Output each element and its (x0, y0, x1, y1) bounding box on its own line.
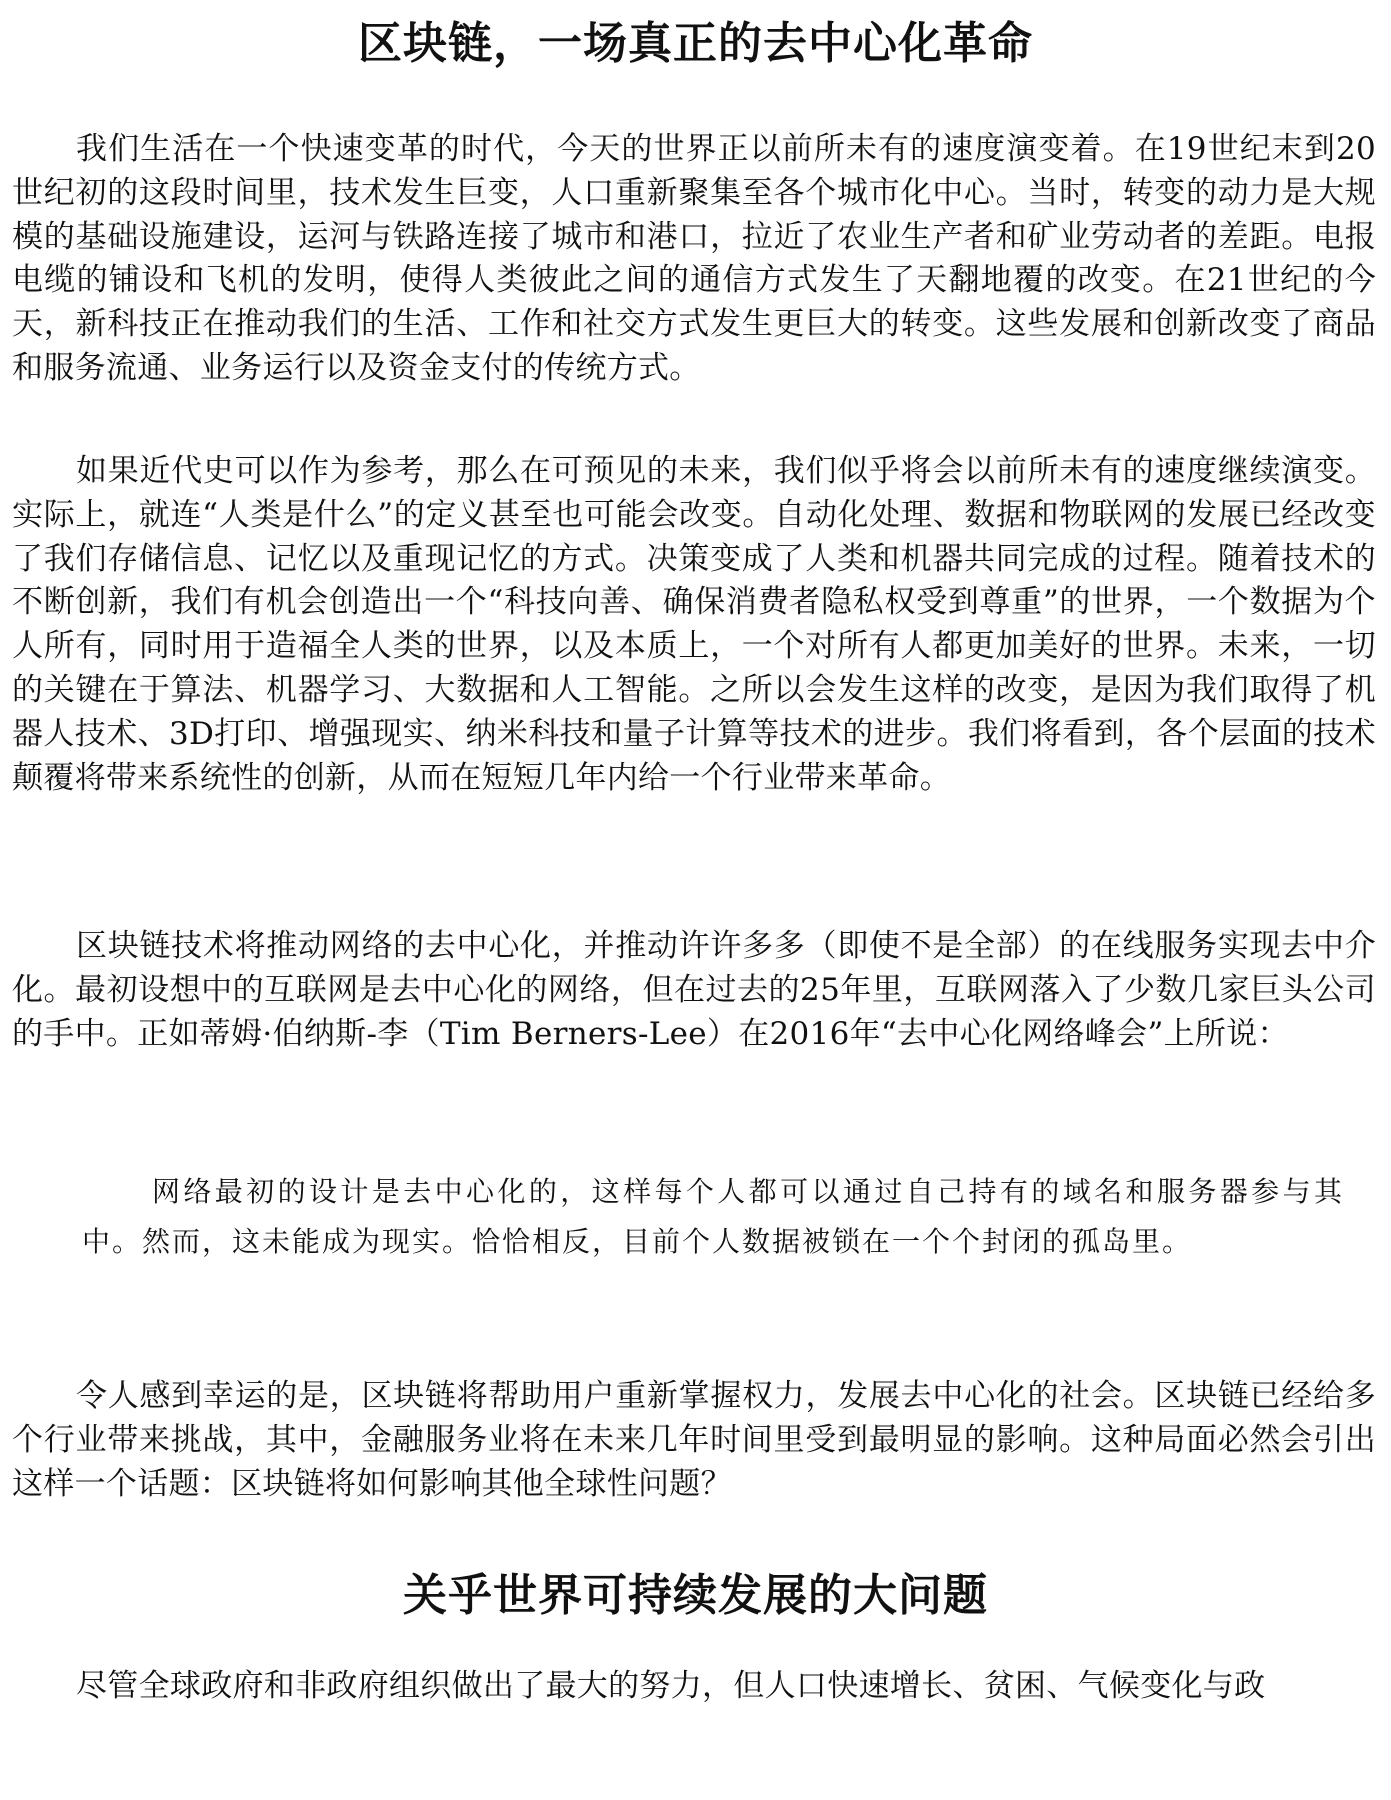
body-paragraph-3: 区块链技术将推动网络的去中心化，并推动许许多多（即使不是全部）的在线服务实现去中介化。最初设想中的互联网是去中心化的网络，但在过去的25年里，互联网落入了少数几家巨头公司的手中。正如蒂姆·伯纳斯-李（Tim Berners-Lee）在2016年“去中心化网络峰会”上所说： (12, 928, 1376, 1052)
body-paragraph-5: 尽管全球政府和非政府组织做出了最大的努力，但人口快速增长、贫困、气候变化与政 (76, 1668, 1266, 1704)
section-1-title: 区块链，一场真正的去中心化革命 (358, 18, 1033, 69)
body-paragraph-2: 如果近代史可以作为参考，那么在可预见的未来，我们似乎将会以前所未有的速度继续演变。实际上，就连“人类是什么”的定义甚至也可能会改变。自动化处理、数据和物联网的发展已经改变了我们存储信息、记忆以及重现记忆的方式。决策变成了人类和机器共同完成的过程。随着技术的不断创新，我们有机会创造出一个“科技向善、确保消费者隐私权受到尊重”的世界，一个数据为个人所有，同时用于造福全人类的世界，以及本质上，一个对所有人都更加美好的世界。未来，一切的关键在于算法、机器学习、大数据和人工智能。之所以会发生这样的改变，是因为我们取得了机器人技术、3D打印、增强现实、纳米科技和量子计算等技术的进步。我们将看到，各个层面的技术颠覆将带来系统性的创新，从而在短短几年内给一个行业带来革命。 (12, 453, 1376, 796)
block-quote: 网络最初的设计是去中心化的，这样每个人都可以通过自己持有的域名和服务器参与其中。然而，这未能成为现实。恰恰相反，目前个人数据被锁在一个个封闭的孤岛里。 (82, 1175, 1344, 1258)
body-paragraph-4: 令人感到幸运的是，区块链将帮助用户重新掌握权力，发展去中心化的社会。区块链已经给多个行业带来挑战，其中，金融服务业将在未来几年时间里受到最明显的影响。这种局面必然会引出这样一个话题：区块链将如何影响其他全球性问题？ (12, 1378, 1376, 1502)
body-paragraph-1: 我们生活在一个快速变革的时代，今天的世界正以前所未有的速度演变着。在19世纪末到20世纪初的这段时间里，技术发生巨变，人口重新聚集至各个城市化中心。当时，转变的动力是大规模的基础设施建设，运河与铁路连接了城市和港口，拉近了农业生产者和矿业劳动者的差距。电报电缆的铺设和飞机的发明，使得人类彼此之间的通信方式发生了天翻地覆的改变。在21世纪的今天，新科技正在推动我们的生活、工作和社交方式发生更巨大的转变。这些发展和创新改变了商品和服务流通、业务运行以及资金支付的传统方式。 (12, 131, 1376, 386)
section-2-title: 关乎世界可持续发展的大问题 (403, 1570, 988, 1621)
